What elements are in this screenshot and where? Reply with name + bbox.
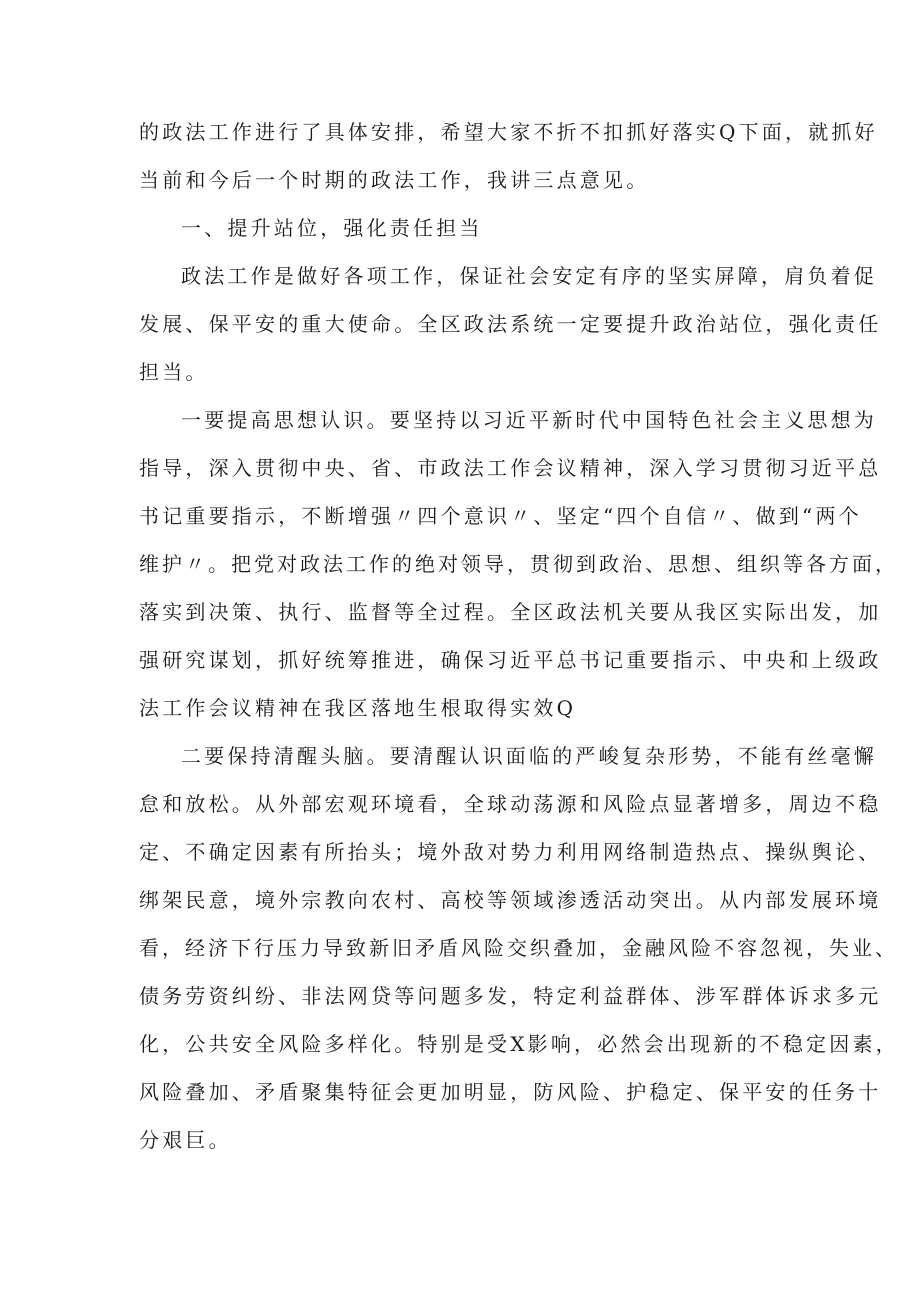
text-line: 看，经济下行压力导致新旧矛盾风险交织叠加，金融风险不容忽视，失业、 (139, 936, 898, 960)
text-line: 落实到决策、执行、监督等全过程。全区政法机关要从我区实际出发，加 (139, 600, 882, 624)
text-line: 发展、保平安的重大使命。全区政法系统一定要提升政治站位，强化责任 (139, 312, 882, 336)
text-line: 维护〃。把党对政法工作的绝对领导，贯彻到政治、思想、组织等各方面， (139, 552, 898, 576)
text-line: 怠和放松。从外部宏观环境看，全球动荡源和风险点显著增多，周边不稳 (139, 792, 882, 816)
section-heading: 一、提升站位，强化责任担当 (181, 216, 483, 240)
text-line: 绑架民意，境外宗教向农村、高校等领域渗透活动突出。从内部发展环境 (139, 888, 882, 912)
text-line: 定、不确定因素有所抬头；境外敌对势力利用网络制造热点、操纵舆论、 (139, 840, 882, 864)
text-line: 债务劳资纠纷、非法网贷等问题多发，特定利益群体、涉军群体诉求多元 (139, 984, 882, 1008)
text-line: 法工作会议精神在我区落地生根取得实效Q (139, 696, 577, 720)
text-line: 政法工作是做好各项工作，保证社会安定有序的坚实屏障，肩负着促 (181, 264, 877, 288)
text-line: 分艰巨。 (139, 1128, 232, 1152)
text-line: 风险叠加、矛盾聚集特征会更加明显，防风险、护稳定、保平安的任务十 (139, 1080, 882, 1104)
text-line: 指导，深入贯彻中央、省、市政法工作会议精神，深入学习贯彻习近平总 (139, 456, 882, 480)
text-line: 二要保持清醒头脑。要清醒认识面临的严峻复杂形势，不能有丝毫懈 (181, 744, 877, 768)
text-line: 的政法工作进行了具体安排，希望大家不折不扣抓好落实Q下面，就抓好 (139, 120, 878, 144)
text-line: 当前和今后一个时期的政法工作，我讲三点意见。 (139, 168, 650, 192)
text-line: 书记重要指示，不断增强〃四个意识〃、坚定“四个自信〃、做到“两个 (139, 504, 862, 528)
text-line: 担当。 (139, 360, 209, 384)
text-line: 化，公共安全风险多样化。特别是受X影响，必然会出现新的不稳定因素， (139, 1032, 899, 1056)
text-line: 强研究谋划，抓好统筹推进，确保习近平总书记重要指示、中央和上级政 (139, 648, 882, 672)
text-line: 一要提高思想认识。要坚持以习近平新时代中国特色社会主义思想为 (181, 408, 877, 432)
